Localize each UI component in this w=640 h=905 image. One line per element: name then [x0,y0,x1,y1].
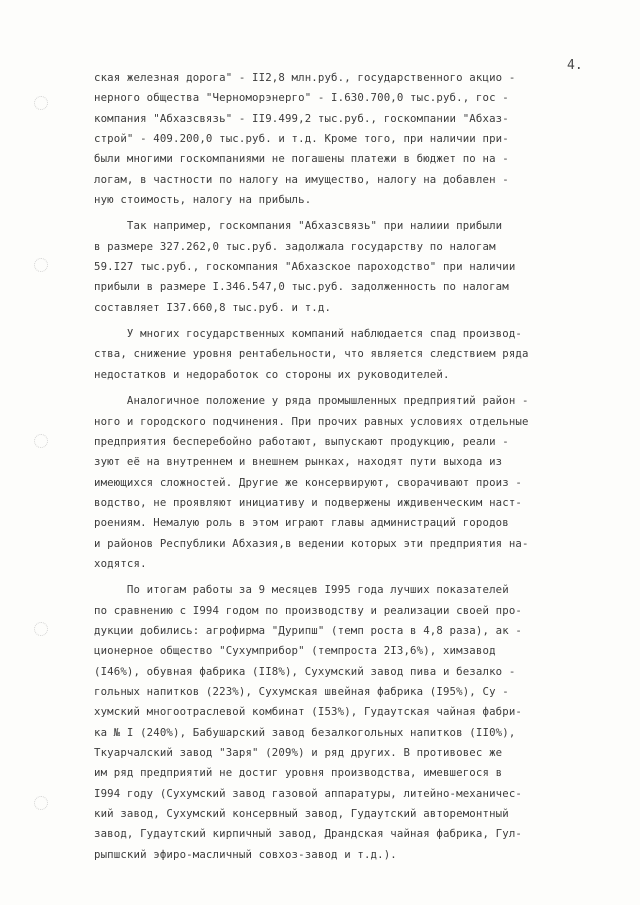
text-line: в размере 327.262,0 тыс.руб. задолжала государству по налогам [94,239,496,253]
text-line: имеющихся сложностей. Другие же консервируют, сворачивают произ - [94,475,522,489]
paragraph [94,324,614,385]
text-line: завод, Гудаутский кирпичный завод, Драндская чайная фабрика, Гул- [94,827,522,841]
text-line: хумский многоотраслевой комбинат (I53%), Гудаутская чайная фабри- [94,705,522,719]
text-line: ную стоимость, налогу на прибыль. [94,193,312,207]
text-line: ционерное общество "Сухумприбор" (темпроста 2I3,6%), химзавод [94,644,496,658]
text-line: по сравнению с I994 годом по производству и реализации своей про- [94,603,522,617]
text-line: I994 году (Сухумский завод газовой аппаратуры, литейно-механичес- [94,786,522,800]
paragraph [94,216,614,318]
text-line: логам, в частности по налогу на имущество, налогу на добавлен - [94,172,509,186]
text-line: водство, не проявляют инициативу и подвержены иждивенческим наст- [94,495,522,509]
text-line: предприятия бесперебойно работают, выпускают продукцию, реали - [94,434,509,448]
text-line: прибыли в размере I.346.547,0 тыс.руб. задолженность по налогам [94,280,509,294]
text-line: ская железная дорога" - II2,8 млн.руб., государственного акцио - [94,71,516,84]
text-line: зуют её на внутреннем и внешнем рынках, находят пути выхода из [94,455,503,469]
text-line: 59.I27 тыс.руб., госкомпания "Абхазское пароходство" при наличии [94,260,516,274]
text-line: недостатков и недоработок со стороны их руководителей. [94,367,450,381]
binding-hole-mark [34,96,48,110]
text-line: Так например, госкомпания "Абхазсвязь" при налиии прибыли [94,219,503,233]
text-line: роениям. Немалую роль в этом играют главы администраций городов [94,516,509,530]
text-line: ства, снижение уровня рентабельности, что является следствием ряда [94,347,529,361]
page-number: 4. [567,58,583,73]
text-line: им ряд предприятий не достиг уровня производства, имевшегося в [94,766,503,780]
binding-hole-mark [34,258,48,272]
text-line: Аналогичное положение у ряда промышленных предприятий район - [94,394,529,408]
text-line: рыпшский эфиро-масличный совхоз-завод и т.д.). [94,847,397,861]
text-line: кий завод, Сухумский консервный завод, Гудаутский авторемонтный [94,807,509,821]
text-line: ка № I (240%), Бабушарский завод безалкогольных напитков (II0%), [94,725,516,739]
paragraph [94,580,614,865]
text-line: ходятся. [94,556,147,570]
text-line: Ткуарчалский завод "Заря" (209%) и ряд других. В противовес же [94,746,503,759]
text-line: были многими госкомпаниями не погашены платежи в бюджет по на - [94,152,509,166]
text-line: составляет I37.660,8 тыс.руб. и т.д. [94,300,332,314]
text-line: нерного общества "Черноморэнерго" - I.630.700,0 тыс.руб., гос - [94,91,509,105]
text-line: и районов Республики Абхазия,в ведении которых эти предприятия на- [94,536,529,550]
text-line: компания "Абхазсвязь" - II9.499,2 тыс.руб., госкомпании "Абхаз- [94,111,509,125]
binding-hole-mark [34,622,48,636]
text-line: По итогам работы за 9 месяцев I995 года лучших показателей [94,583,509,597]
paragraph [94,391,614,574]
text-line: гольных напитков (223%), Сухумская швейная фабрика (I95%), Су - [94,684,509,698]
binding-hole-mark [34,434,48,448]
text-line: строй" - 409.200,0 тыс.руб. и т.д. Кроме того, при наличии при- [94,132,509,146]
body-text [94,68,614,865]
paragraph [94,68,614,210]
text-line: дукции добились: агрофирма "Дурипш" (темп роста в 4,8 раза), ак - [94,623,522,637]
text-line: (I46%), обувная фабрика (II8%), Сухумский завод пива и безалко - [94,664,516,678]
text-line: У многих государственных компаний наблюдается спад производ- [94,327,522,341]
text-line: ного и городского подчинения. При прочих равных условиях отдельные [94,414,529,428]
binding-hole-mark [34,796,48,810]
